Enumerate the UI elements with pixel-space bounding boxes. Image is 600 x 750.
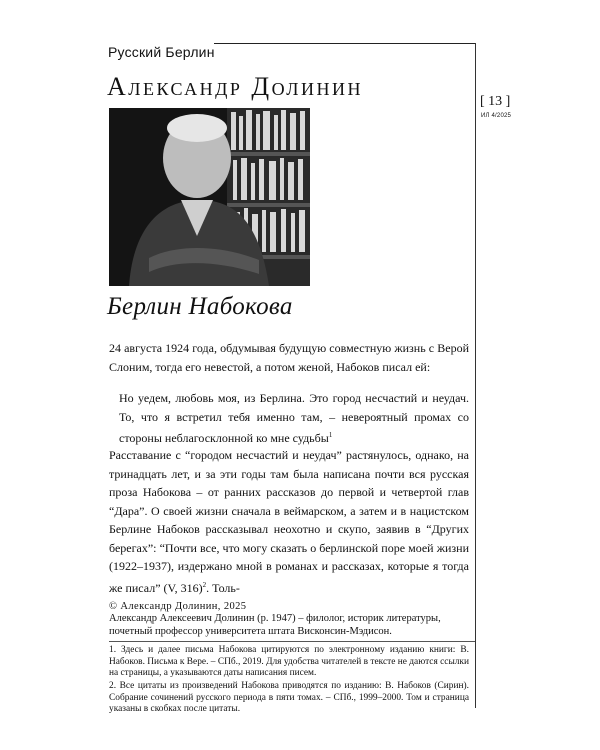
copyright-line: © Александр Долинин, 2025 bbox=[109, 601, 247, 612]
author-photo bbox=[109, 108, 310, 286]
footnote-ref: 1 bbox=[328, 431, 333, 439]
block-quote bbox=[119, 389, 469, 448]
quote-text: Но уедем, любовь моя, из Берлина. Это город несчастий и неудач. То, что я встретил тебя именно там, – невероятный промах со стороны неблагосклонной ко мне судьбы bbox=[119, 391, 469, 445]
body-paragraph bbox=[109, 446, 469, 597]
author-name: Александр Долинин bbox=[107, 72, 363, 101]
footnote-2: 2. Все цитаты из произведений Набокова приводятся по изданию: В. Набоков (Сирин). Собрание сочинений русского периода в пяти томах. – СПб., 1999–2000. Том и страница указаны в скобках после цитаты. bbox=[109, 681, 469, 715]
footnote-1: 1. Здесь и далее письма Набокова цитируются по электронному изданию книги: В. Набоков. Письма к Вере. – СПб., 2019. Для удобства читателей в тексте не даются ссылки на страницы, а указываются даты написания писем. bbox=[109, 645, 469, 679]
margin-rule bbox=[475, 43, 476, 708]
footnote-rule bbox=[109, 641, 475, 642]
article-title: Берлин Набокова bbox=[107, 293, 293, 320]
intro-paragraph: 24 августа 1924 года, обдумывая будущую совместную жизнь с Верой Слоним, тогда его невестой, а потом женой, Набоков писал ей: bbox=[109, 341, 469, 374]
header-rule bbox=[214, 43, 476, 44]
issue-label: ИЛ 4/2025 bbox=[481, 113, 512, 119]
author-bio: Александр Алексеевич Долинин (р. 1947) – филолог, историк литературы, почетный профессор университета штата Висконсин-Мэдисон. bbox=[109, 613, 441, 637]
footnote-ref: 2 bbox=[202, 580, 207, 589]
page-number: [ 13 ] bbox=[480, 94, 511, 109]
body-tail: . Толь- bbox=[206, 580, 240, 595]
section-title: Русский Берлин bbox=[108, 44, 215, 60]
body-text: Расставание с “городом несчастий и неудач” растянулось, однако, на тринадцать лет, и за эти годы там была написана почти вся русская проза Набокова – от ранних рассказов до первой и четвертой глав “Дара”. О своей жизни сначала в веймарском, а затем и в нацистском Берлине Набоков рассказывал неохотно и скупо, заявив в “Других берегах”: “Почти все, что могу сказать о берлинской поре моей жизни (1922–1937), издержано мной в романах и рассказах, которые я тогда же писал” (V, 316) bbox=[109, 448, 469, 595]
